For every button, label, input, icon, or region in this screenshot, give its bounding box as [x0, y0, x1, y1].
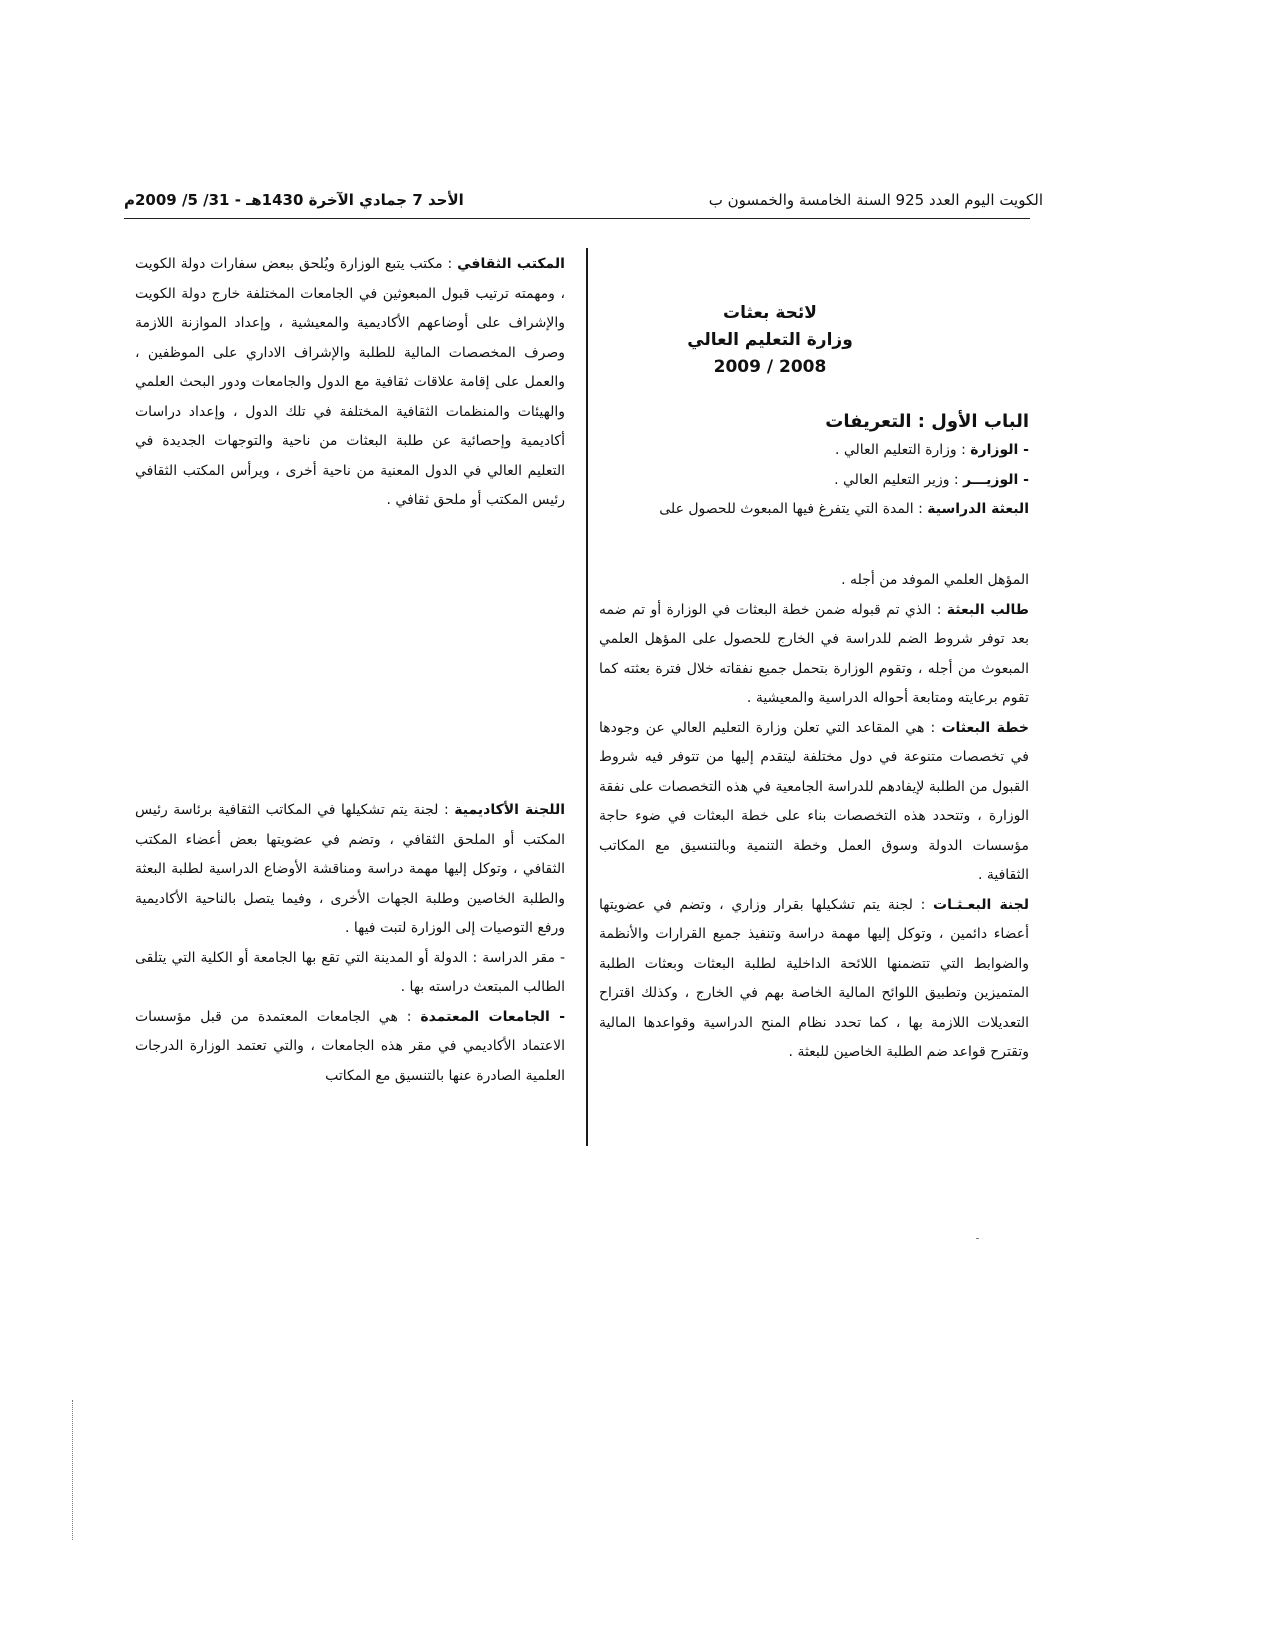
term-ministry: - الوزارة — [970, 442, 1029, 458]
text-ministry: : وزارة التعليم العالي . — [834, 442, 971, 458]
definition-cultural-office — [135, 250, 565, 516]
text-study-mission: : المدة التي يتفرغ فيها المبعوث للحصول على — [659, 501, 928, 517]
definition-academic-committee — [135, 796, 565, 944]
definition-study-mission — [609, 495, 1029, 525]
text-cultural-office: : مكتب يتبع الوزارة ويُلحق ببعض سفارات دولة الكويت ، ومهمته ترتيب قبول المبعوثين في الجامعات المختلفة خارج دولة الكويت والإشراف على أوضاعهم الأكاديمية والمعيشية ، وإعداد الموازنة اللازمة وصرف المخصصات المالية للطلبة والإشراف الاداري على الموظفين ، والعمل على إقامة علاقات ثقافية مع الدول والجامعات ودور البحث العلمي والهيئات والمنظمات الثقافية المختلفة في تلك الدول ، وإعداد دراسات أكاديمية وإحصائية عن طلبة البعثات من ناحية والتوجهات الجديدة في التعليم العالي في الدول المعنية من ناحية أخرى ، ويرأس المكتب الثقافي رئيس المكتب أو ملحق ثقافي . — [135, 256, 565, 508]
definition-mission-student — [599, 596, 1029, 714]
term-missions-committee: لجنة البعـثـات — [933, 896, 1029, 913]
document-title — [640, 300, 900, 381]
term-study-location: - مقر الدراسة — [482, 949, 565, 966]
gazette-issue-header: الكويت اليوم العدد 925 السنة الخامسة والخمسون ب — [708, 191, 1043, 209]
term-missions-plan: خطة البعثات — [941, 719, 1029, 736]
definition-missions-plan — [599, 714, 1029, 891]
text-minister: : وزير التعليم العالي . — [834, 471, 964, 488]
text-missions-committee: : لجنة يتم تشكيلها بقرار وزاري ، وتضم في عضويتها أعضاء دائمين ، وتوكل إليها مهمة دراسة وتنفيذ جميع القرارات والأنظمة والضوابط التي تتضمنها اللائحة الداخلية لطلبة البعثات وبعثات الطلبة المتميزين وتطبيق اللوائح المالية الخاصة بهم في الخارج ، وكذلك اقتراح التعديلات اللازمة بها ، كما تحدد نظام المنح الدراسية وقواعدها المالية وتقترح قواعد ضم الطلبة الخاصين للبعثة . — [599, 896, 1029, 1060]
scan-edge-marks — [72, 1400, 73, 1540]
definitions-left-top — [135, 250, 565, 516]
text-mission-student: : الذي تم قبوله ضمن خطة البعثات في الوزارة أو تم ضمه بعد توفر شروط الضم للدراسة في الخارج للحصول على المؤهل العلمي المبعوث من أجله ، وتقوم الوزارة بتحمل جميع نفقاته خلال فترة بعثته كما تقوم برعايته ومتابعة أحواله الدراسية والمعيشية . — [599, 601, 1029, 706]
header-rule — [124, 218, 1030, 219]
definition-accredited-universities — [135, 1003, 565, 1092]
definition-minister — [609, 466, 1029, 496]
chapter-heading: الباب الأول : التعريفات — [825, 411, 1029, 432]
term-study-mission: البعثة الدراسية — [927, 501, 1029, 517]
gazette-date-header: الأحد 7 جمادي الآخرة 1430هـ - 31/ 5/ 2009م — [124, 191, 464, 209]
term-accredited-universities: - الجامعات المعتمدة — [420, 1008, 566, 1025]
column-divider — [586, 248, 588, 1146]
text-accredited-universities: : هي الجامعات المعتمدة من قبل مؤسسات الاعتماد الأكاديمي في مقر هذه الجامعات ، والتي تعتمد الوزارة الدرجات العلمية الصادرة عنها بالتنسيق مع المكاتب — [135, 1008, 565, 1084]
title-line-2: وزارة التعليم العالي — [687, 330, 853, 350]
text-missions-plan: : هي المقاعد التي تعلن وزارة التعليم العالي عن وجودها في تخصصات متنوعة في دول مختلفة ليتقدم إليها من تتوفر فيه شروط القبول من الطلبة لإيفادهم للدراسة الجامعية في هذه التخصصات على نفقة الوزارة ، وتتحدد هذه التخصصات بناء على خطة البعثات في ضوء حاجة مؤسسات الدولة وسوق العمل وخطة التنمية وبالتنسيق مع المكاتب الثقافية . — [599, 719, 1029, 883]
definitions-main — [599, 566, 1029, 1068]
text-study-location: : الدولة أو المدينة التي تقع بها الجامعة أو الكلية التي يتلقى الطالب المبتعث دراسته بها . — [135, 949, 565, 995]
definitions-left-bottom — [135, 796, 565, 1091]
definition-study-location — [135, 944, 565, 1003]
term-mission-student: طالب البعثة — [946, 601, 1029, 618]
definitions-top — [609, 436, 1029, 525]
title-line-3: 2008 / 2009 — [713, 357, 827, 377]
study-mission-continuation: المؤهل العلمي الموفد من أجله . — [841, 572, 1029, 588]
definition-missions-committee — [599, 891, 1029, 1068]
title-line-1: لائحة بعثات — [723, 303, 817, 323]
scan-dot — [976, 1238, 979, 1239]
term-minister: - الوزيـــر — [963, 471, 1029, 488]
text-academic-committee: : لجنة يتم تشكيلها في المكاتب الثقافية برئاسة رئيس المكتب أو الملحق الثقافي ، وتضم في عضويتها بعض أعضاء المكتب الثقافي ، وتوكل إليها مهمة دراسة ومناقشة الأوضاع الدراسية لطلبة البعثة والطلبة الخاصين وطلبة الجهات الأخرى ، وفيما يتصل بالناحية الأكاديمية ورفع التوصيات إلى الوزارة لتبت فيها . — [135, 802, 565, 936]
definition-ministry — [609, 436, 1029, 466]
term-cultural-office: المكتب الثقافي — [457, 256, 565, 272]
term-academic-committee: اللجنة الأكاديمية — [454, 802, 566, 818]
